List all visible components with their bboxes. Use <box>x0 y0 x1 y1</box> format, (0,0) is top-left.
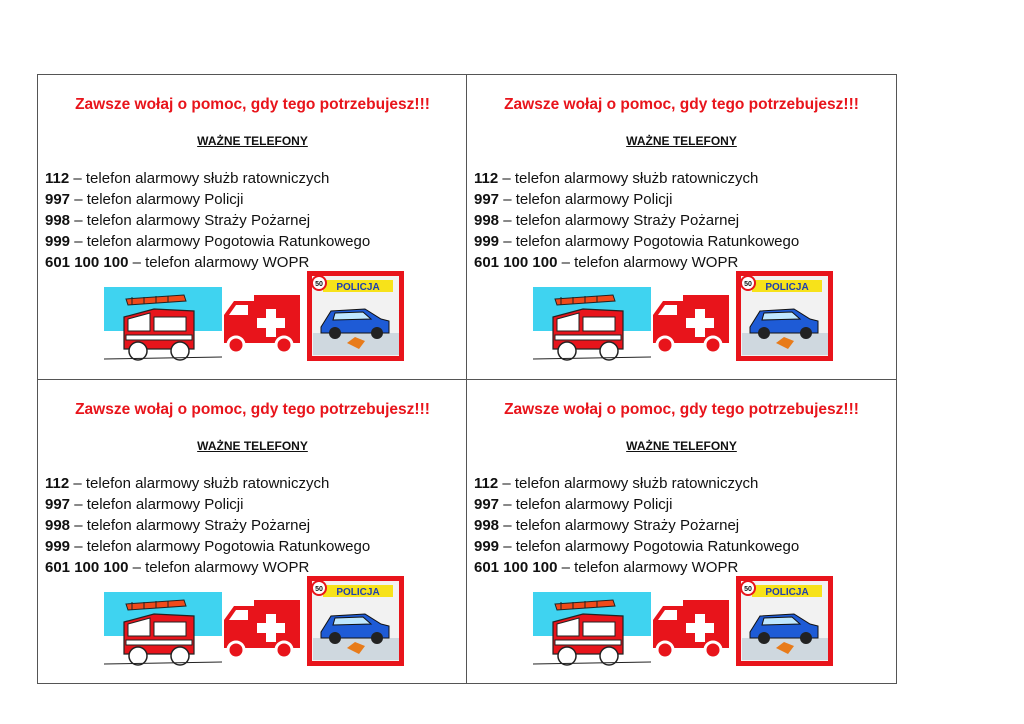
phone-number: 998 <box>45 212 71 229</box>
phone-description: – telefon alarmowy WOPR <box>128 559 310 576</box>
phone-line <box>45 252 465 273</box>
police-poster-icon <box>736 271 833 361</box>
phone-line <box>474 473 894 494</box>
phone-number: 112 <box>45 170 70 187</box>
phone-number: 997 <box>474 191 500 208</box>
speed-sign: 50 <box>315 586 323 593</box>
phone-number: 999 <box>45 233 71 250</box>
emergency-card <box>467 75 896 380</box>
phone-description: – telefon alarmowy Straży Pożarnej <box>499 517 740 534</box>
phone-number: 998 <box>474 212 500 229</box>
phone-description: – telefon alarmowy WOPR <box>128 254 310 271</box>
phone-number: 997 <box>474 496 500 513</box>
phone-line <box>45 168 465 189</box>
phone-number: 601 100 100 <box>45 559 129 576</box>
card-title: Zawsze wołaj o pomoc, gdy tego potrzebujesz!!! <box>75 401 430 418</box>
phone-number: 999 <box>474 233 500 250</box>
phone-line <box>45 210 465 231</box>
phone-line <box>474 494 894 515</box>
phone-line <box>45 189 465 210</box>
phone-number: 601 100 100 <box>474 254 558 271</box>
ambulance-icon <box>649 287 731 357</box>
phone-description: – telefon alarmowy Pogotowia Ratunkowego <box>70 538 371 555</box>
phone-line <box>45 515 465 536</box>
phone-list <box>474 168 894 273</box>
phone-line <box>474 189 894 210</box>
phone-number: 112 <box>474 170 499 187</box>
police-label: POLICJA <box>336 282 380 293</box>
phone-description: – telefon alarmowy służb ratowniczych <box>69 170 330 187</box>
phone-number: 601 100 100 <box>45 254 129 271</box>
phone-description: – telefon alarmowy Policji <box>499 191 673 208</box>
card-title: Zawsze wołaj o pomoc, gdy tego potrzebujesz!!! <box>504 401 859 418</box>
phone-description: – telefon alarmowy służb ratowniczych <box>498 475 759 492</box>
phone-line <box>474 210 894 231</box>
phone-line <box>45 231 465 252</box>
phone-line <box>474 557 894 578</box>
card-subtitle: WAŻNE TELEFONY <box>197 134 308 148</box>
phone-description: – telefon alarmowy Pogotowia Ratunkowego <box>70 233 371 250</box>
phone-description: – telefon alarmowy Pogotowia Ratunkowego <box>499 233 800 250</box>
phone-description: – telefon alarmowy Pogotowia Ratunkowego <box>499 538 800 555</box>
phone-line <box>474 231 894 252</box>
phone-description: – telefon alarmowy służb ratowniczych <box>498 170 759 187</box>
phone-number: 999 <box>474 538 500 555</box>
card-subtitle: WAŻNE TELEFONY <box>197 439 308 453</box>
phone-number: 112 <box>45 475 70 492</box>
phone-line <box>474 515 894 536</box>
phone-description: – telefon alarmowy Straży Pożarnej <box>499 212 740 229</box>
phone-line <box>474 252 894 273</box>
ambulance-icon <box>220 287 302 357</box>
police-label: POLICJA <box>765 282 809 293</box>
emergency-card <box>38 380 467 685</box>
speed-sign: 50 <box>744 281 752 288</box>
phone-description: – telefon alarmowy Policji <box>499 496 673 513</box>
phone-line <box>45 557 465 578</box>
phone-description: – telefon alarmowy WOPR <box>557 559 739 576</box>
police-poster-icon <box>736 576 833 666</box>
phone-line <box>474 536 894 557</box>
emergency-card <box>467 380 896 685</box>
phone-number: 112 <box>474 475 499 492</box>
phone-list <box>45 473 465 578</box>
fire-truck-icon <box>104 287 222 365</box>
phone-number: 601 100 100 <box>474 559 558 576</box>
phone-number: 999 <box>45 538 71 555</box>
phone-description: – telefon alarmowy Policji <box>70 496 244 513</box>
police-label: POLICJA <box>336 587 380 598</box>
phone-line <box>45 536 465 557</box>
phone-list <box>45 168 465 273</box>
emergency-card <box>38 75 467 380</box>
phone-number: 998 <box>45 517 71 534</box>
card-subtitle: WAŻNE TELEFONY <box>626 439 737 453</box>
phone-number: 997 <box>45 191 71 208</box>
ambulance-icon <box>649 592 731 662</box>
phone-description: – telefon alarmowy Straży Pożarnej <box>70 517 311 534</box>
phone-line <box>45 473 465 494</box>
fire-truck-icon <box>533 592 651 670</box>
phone-description: – telefon alarmowy służb ratowniczych <box>69 475 330 492</box>
phone-line <box>45 494 465 515</box>
phone-description: – telefon alarmowy Policji <box>70 191 244 208</box>
ambulance-icon <box>220 592 302 662</box>
speed-sign: 50 <box>744 586 752 593</box>
fire-truck-icon <box>104 592 222 670</box>
speed-sign: 50 <box>315 281 323 288</box>
card-title: Zawsze wołaj o pomoc, gdy tego potrzebujesz!!! <box>75 96 430 113</box>
card-title: Zawsze wołaj o pomoc, gdy tego potrzebujesz!!! <box>504 96 859 113</box>
police-poster-icon <box>307 271 404 361</box>
police-poster-icon <box>307 576 404 666</box>
phone-number: 998 <box>474 517 500 534</box>
phone-description: – telefon alarmowy Straży Pożarnej <box>70 212 311 229</box>
phone-number: 997 <box>45 496 71 513</box>
phone-list <box>474 473 894 578</box>
phone-line <box>474 168 894 189</box>
card-subtitle: WAŻNE TELEFONY <box>626 134 737 148</box>
fire-truck-icon <box>533 287 651 365</box>
police-label: POLICJA <box>765 587 809 598</box>
phone-description: – telefon alarmowy WOPR <box>557 254 739 271</box>
